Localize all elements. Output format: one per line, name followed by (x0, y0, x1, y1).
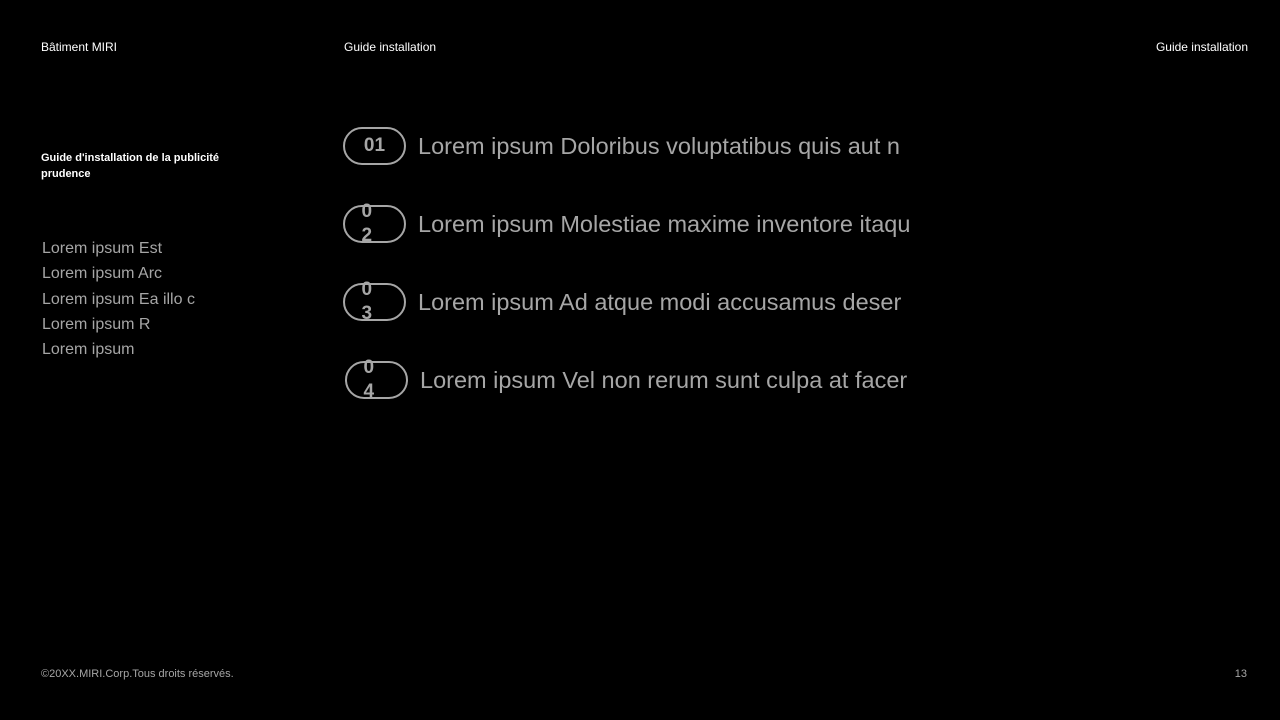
header-document-title: Guide installation (1155, 40, 1248, 54)
sidebar-item: Lorem ipsum Arc (42, 265, 163, 283)
sidebar-item: Lorem ipsum Ea illo c (42, 290, 195, 308)
agenda-text: Lorem ipsum Molestiae maxime inventore itaqu (418, 210, 911, 237)
agenda-number-pill (343, 279, 406, 324)
header-section-title: Guide installation (344, 40, 437, 54)
agenda-text: Lorem ipsum Vel non rerum sunt culpa at facer (420, 366, 908, 393)
sidebar-item: Lorem ipsum Est (42, 240, 163, 257)
header-company-name: Bâtiment MIRI (41, 40, 118, 54)
agenda-number-pill (345, 357, 408, 402)
sidebar-item: Lorem ipsum (42, 341, 135, 359)
footer-copyright: ©20XX.MIRI.Corp.Tous droits réservés. (41, 668, 234, 680)
agenda-number: 03 (361, 279, 373, 324)
agenda-item-4 (345, 357, 908, 402)
agenda-text: Lorem ipsum Doloribus voluptatibus quis aut n (418, 132, 901, 159)
sidebar-title: Guide d'installation de la publicité prudence (41, 152, 220, 180)
agenda-number: 04 (363, 357, 375, 402)
agenda-text: Lorem ipsum Ad atque modi accusamus deser (418, 288, 902, 315)
agenda-item-2 (343, 201, 911, 246)
agenda-number-pill (343, 127, 406, 165)
agenda-number: 01 (363, 135, 386, 156)
agenda-item-1 (343, 127, 900, 165)
agenda-number: 02 (361, 201, 373, 246)
sidebar-item: Lorem ipsum R (42, 315, 151, 333)
agenda-item-3 (343, 279, 902, 324)
agenda-number-pill (343, 201, 406, 246)
sidebar-list (42, 236, 195, 362)
page-number: 13 (1234, 668, 1247, 680)
